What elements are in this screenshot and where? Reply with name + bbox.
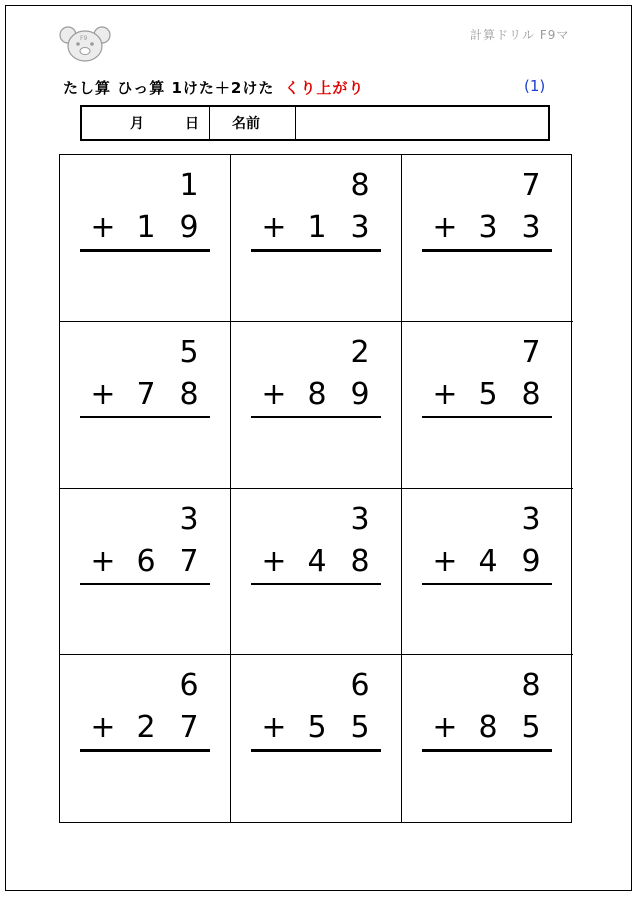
plus-sign: +	[90, 376, 116, 412]
addend-top: 1	[179, 168, 199, 203]
addend-ones: 9	[179, 210, 199, 245]
plus-sign: +	[432, 543, 458, 579]
addend-top: 5	[179, 334, 199, 370]
answer-rule	[80, 583, 210, 586]
addend-top: 7	[521, 334, 541, 370]
problem-cell[interactable]	[60, 489, 231, 656]
bear-logo	[59, 25, 111, 63]
brand-label: 計算ドリル F9マ	[470, 28, 570, 42]
problem-grid	[59, 154, 572, 823]
answer-rule	[251, 749, 381, 752]
month-label: 月	[130, 116, 144, 132]
problem-cell[interactable]	[402, 489, 573, 656]
answer-rule	[251, 249, 381, 252]
answer-rule	[251, 583, 381, 586]
worksheet-title	[63, 77, 364, 98]
addend-ones: 5	[350, 710, 370, 746]
addend-ones: 3	[521, 210, 541, 245]
plus-sign: +	[432, 710, 458, 746]
addend-tens: 5	[478, 376, 498, 412]
addend-tens: 3	[478, 210, 498, 245]
addend-ones: 7	[179, 543, 199, 579]
addend-tens: 4	[307, 543, 327, 579]
problem-cell[interactable]	[231, 489, 402, 656]
addend-top: 6	[179, 668, 199, 704]
addend-top: 6	[350, 668, 370, 704]
addend-ones: 7	[179, 710, 199, 746]
plus-sign: +	[432, 210, 458, 245]
addend-tens: 1	[136, 210, 156, 245]
addend-tens: 7	[136, 376, 156, 412]
answer-rule	[422, 583, 552, 586]
answer-rule	[80, 249, 210, 252]
addend-top: 8	[350, 168, 370, 203]
addend-tens: 6	[136, 543, 156, 579]
plus-sign: +	[261, 376, 287, 412]
answer-rule	[422, 249, 552, 252]
name-date-box	[80, 105, 550, 141]
addend-tens: 1	[307, 210, 327, 245]
addend-tens: 8	[478, 710, 498, 746]
addend-tens: 8	[307, 376, 327, 412]
problem-cell[interactable]	[231, 322, 402, 489]
problem-cell[interactable]	[402, 322, 573, 489]
problem-cell[interactable]	[231, 155, 402, 322]
addend-ones: 8	[179, 376, 199, 412]
plus-sign: +	[261, 543, 287, 579]
addend-top: 7	[521, 168, 541, 203]
addend-ones: 5	[521, 710, 541, 746]
title-sub: くり上がり	[284, 79, 365, 97]
plus-sign: +	[432, 376, 458, 412]
problem-cell[interactable]	[402, 155, 573, 322]
addend-top: 3	[350, 501, 370, 537]
answer-rule	[80, 749, 210, 752]
plus-sign: +	[90, 210, 116, 245]
name-label: 名前	[210, 107, 296, 139]
title-main: たし算 ひっ算 1けた＋2けた	[63, 79, 275, 97]
addend-ones: 9	[521, 543, 541, 579]
problem-cell[interactable]	[60, 655, 231, 822]
addend-ones: 8	[521, 376, 541, 412]
problem-cell[interactable]	[60, 322, 231, 489]
answer-rule	[422, 416, 552, 419]
answer-rule	[251, 416, 381, 419]
name-field[interactable]	[296, 107, 548, 139]
plus-sign: +	[261, 210, 287, 245]
addend-ones: 3	[350, 210, 370, 245]
problem-cell[interactable]	[231, 655, 402, 822]
addend-tens: 5	[307, 710, 327, 746]
answer-rule	[422, 749, 552, 752]
day-label: 日	[185, 116, 199, 132]
problem-cell[interactable]	[402, 655, 573, 822]
plus-sign: +	[90, 543, 116, 579]
sheet-number: (1)	[524, 77, 546, 95]
addend-top: 3	[521, 501, 541, 537]
plus-sign: +	[261, 710, 287, 746]
plus-sign: +	[90, 710, 116, 746]
addend-top: 3	[179, 501, 199, 537]
addend-tens: 4	[478, 543, 498, 579]
addend-ones: 8	[350, 543, 370, 579]
addend-ones: 9	[350, 376, 370, 412]
logo-text: F9	[80, 35, 88, 42]
answer-rule	[80, 416, 210, 419]
date-field[interactable]	[82, 107, 210, 139]
problem-cell[interactable]	[60, 155, 231, 322]
addend-top: 8	[521, 668, 541, 704]
addend-tens: 2	[136, 710, 156, 746]
addend-top: 2	[350, 334, 370, 370]
